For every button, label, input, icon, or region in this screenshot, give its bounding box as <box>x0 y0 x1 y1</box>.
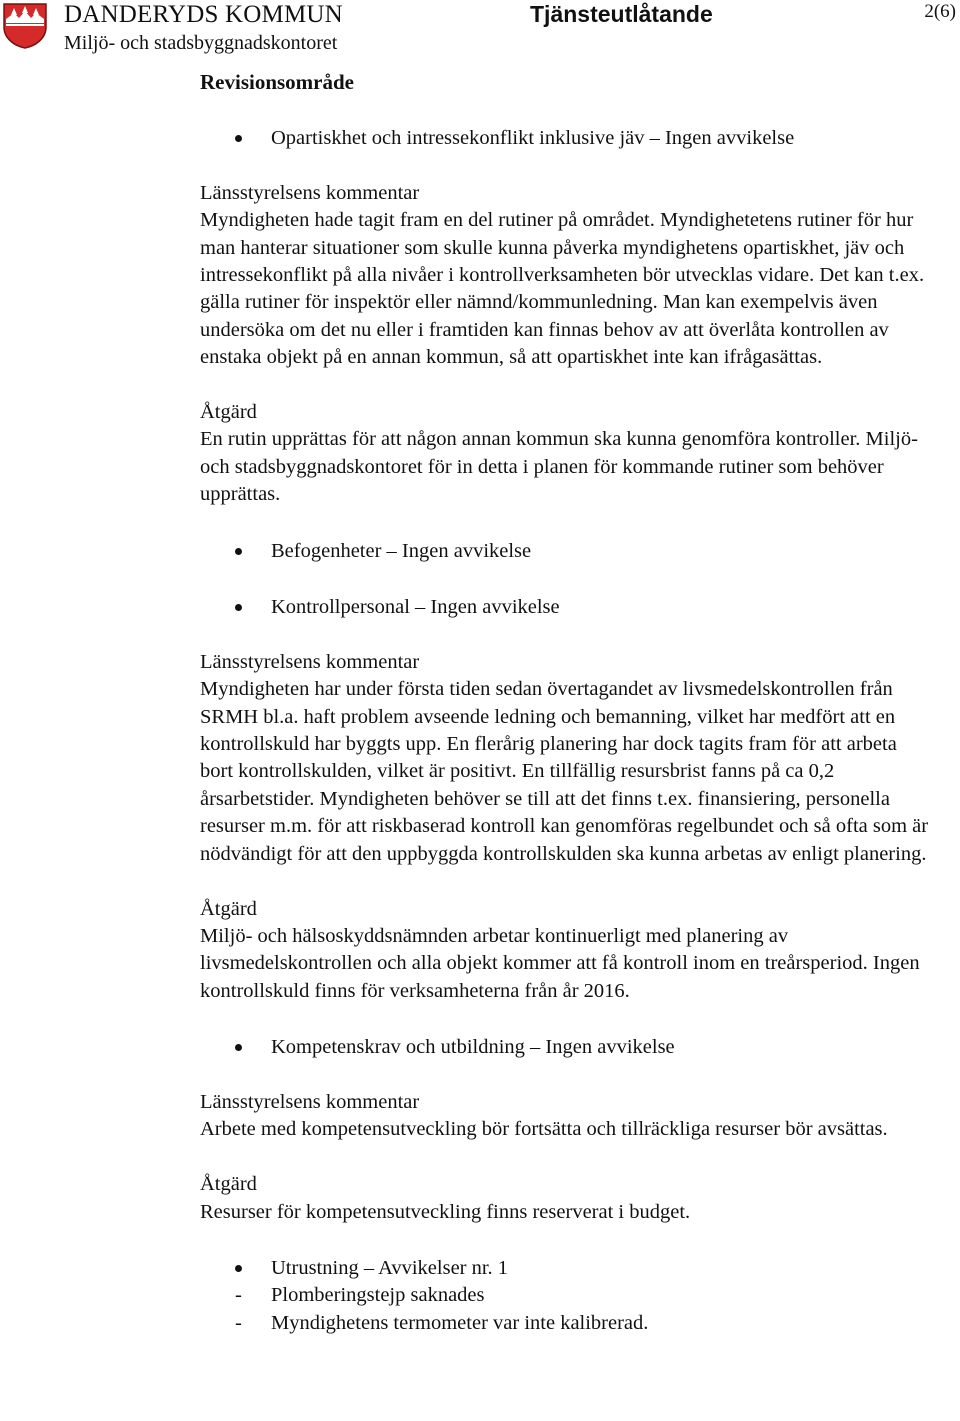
bullet-text: Kompetenskrav och utbildning – Ingen avvikelse <box>271 1036 675 1059</box>
bullet-icon <box>235 604 242 611</box>
page-number: 2(6) <box>924 1 956 22</box>
document-body <box>200 66 930 1337</box>
comment-label: Länsstyrelsens kommentar <box>200 650 420 673</box>
dash-marker: - <box>235 1284 242 1307</box>
bullet-text: Opartiskhet och intressekonflikt inklusive jäv – Ingen avvikelse <box>271 127 795 149</box>
comment-text: Arbete med kompetensutveckling bör fortsätta och tillräckliga resurser bör avsättas. <box>200 1118 888 1141</box>
bullet-item <box>200 538 930 565</box>
action-text: Miljö- och hälsoskyddsnämnden arbetar kontinuerligt med planering av livsmedelskontrollen och alla objekt kommer att få kontroll inom en treårsperiod. Ingen kontrollskuld finns för verksamheterna från år 2016. <box>200 924 920 1002</box>
dash-list-item <box>200 1310 930 1337</box>
dash-marker: - <box>235 1311 242 1334</box>
bullet-icon <box>235 135 242 142</box>
department-name: Miljö- och stadsbyggnadskontoret <box>64 32 338 54</box>
bullet-icon <box>235 1044 242 1051</box>
bullet-icon <box>235 1265 242 1272</box>
comment-text: Myndigheten har under första tiden sedan övertagandet av livsmedelskontrollen från SRMH bl.a. haft problem avseende ledning och bemanning, vilket har medfört att en kontrollskuld har byggts upp. En flerårig planering har dock tagits fram för att arbeta bort kontrollskulden, vilket är positivt. En tillfällig resursbrist fanns på ca 0,2 årsarbetstider. Myndigheten behöver se till att det finns t.ex. finansiering, personella resurser m.m. för att riskbaserad kontroll kan genomföras regelbundet och så ofta som är nödvändigt för att den uppbyggda kontrollskulden ska kunna arbetas av enligt planering. <box>200 678 929 865</box>
document-header <box>0 0 960 62</box>
bullet-icon <box>235 548 242 555</box>
section-title: Revisionsområde <box>200 70 354 94</box>
bullet-text: Befogenheter – Ingen avvikelse <box>271 539 532 562</box>
bullet-text: Utrustning – Avvikelser nr. 1 <box>271 1256 509 1279</box>
dash-item-text: Myndighetens termometer var inte kalibrerad. <box>271 1311 649 1334</box>
comment-label: Länsstyrelsens kommentar <box>200 181 420 204</box>
bullet-item <box>200 594 930 621</box>
document-type: Tjänsteutlåtande <box>530 1 713 27</box>
organization-name: DANDERYDS KOMMUN <box>64 1 343 28</box>
action-label: Åtgärd <box>200 401 257 424</box>
action-text: Resurser för kompetensutveckling finns reserverat i budget. <box>200 1200 691 1223</box>
action-label: Åtgärd <box>200 897 257 920</box>
bullet-item <box>200 125 930 152</box>
municipal-coat-of-arms <box>3 3 47 49</box>
dash-list-item <box>200 1282 930 1309</box>
bullet-item <box>200 1255 930 1282</box>
comment-label: Länsstyrelsens kommentar <box>200 1090 420 1113</box>
dash-item-text: Plomberingstejp saknades <box>271 1284 485 1307</box>
action-label: Åtgärd <box>200 1173 257 1196</box>
bullet-item <box>200 1034 930 1061</box>
bullet-text: Kontrollpersonal – Ingen avvikelse <box>271 596 560 619</box>
comment-text: Myndigheten hade tagit fram en del rutiner på området. Myndighetetens rutiner för hur man hanterar situationer som skulle kunna påverka myndighetens opartiskhet, jäv och intressekonflikt på alla nivåer i kontrollverksamheten bör utvecklas vidare. Det kan t.ex. gälla rutiner för inspektör eller nämnd/kommunledning. Man kan exempelvis även undersöka om det nu eller i framtiden kan finnas behov av att överlåta kontrollen av enstaka objekt på en annan kommun, så att opartiskhet inte kan ifrågasättas. <box>200 209 925 369</box>
action-text: En rutin upprättas för att någon annan kommun ska kunna genomföra kontroller. Miljö- och stadsbyggnadskontoret för in detta i planen för kommande rutiner som behöver upprättas. <box>200 428 918 506</box>
